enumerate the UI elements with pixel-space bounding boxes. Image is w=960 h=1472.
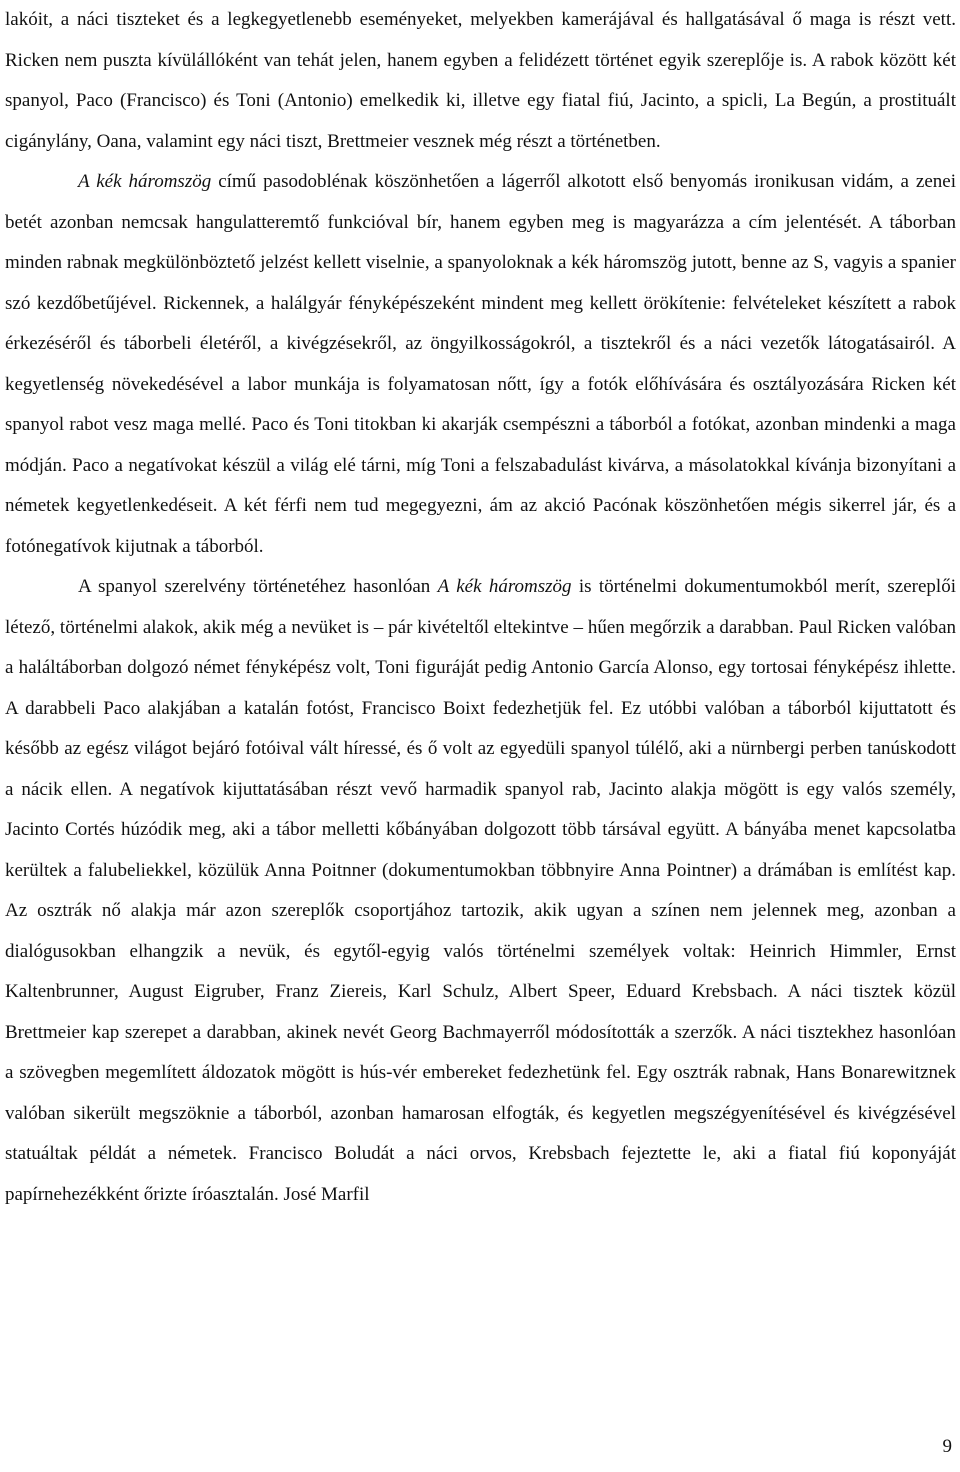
paragraph-3-title: A kék háromszög — [437, 576, 572, 597]
paragraph-2-title: A kék háromszög — [78, 171, 212, 192]
paragraph-3-text-rest: is történelmi dokumentumokból merít, szereplői létező, történelmi alakok, akik még a nevüket is – pár kivételtől eltekintve – hűen megőrzik a darabban. Paul Ricken valóban a haláltáborban dolgozó német fényképész volt, Toni figuráját pedig Antonio García Alonso, egy tortosai fényképész ihlette. A darabbeli Paco alakjában a katalán fotóst, Francisco Boixt fedezhetjük fel. Ez utóbbi valóban a táborból kijuttatott és később az egész világot bejáró fotóival vált híressé, és ő volt az egyedüli spanyol túlélő, aki a nürnbergi perben tanúskodott a nácik ellen. A negatívok kijuttatásában részt vevő harmadik spanyol rab, Jacinto alakja mögött is egy valós személy, Jacinto Cortés húzódik meg, aki a tábor melletti kőbányában dolgozott több társával együtt. A bányába menet kapcsolatba kerültek a falubeliekkel, közülük Anna Poitnner (dokumentumokban többnyire Anna Pointner) a drámában is említést kap. Az osztrák nő alakja már azon szereplők csoportjához tartozik, akik ugyan a színen nem jelennek meg, azonban a dialógusokban elhangzik a nevük, és egytől-egyig valós történelmi személyek voltak: Heinrich Himmler, Ernst Kaltenbrunner, August Eigruber, Franz Ziereis, Karl Schulz, Albert Speer, Eduard Krebsbach. A náci tisztek közül Brettmeier kap szerepet a darabban, akinek nevét Georg Bachmayerről módosították a szerzők. A náci tisztekhez hasonlóan a szövegben megemlített áldozatok mögött is hús-vér embereket fedezhetünk fel. Egy osztrák rabnak, Hans Bonarewitznek valóban sikerült megszöknie a táborból, azonban hamarosan elfogták, és kegyetlen megszégyenítésével és kivégzésével statuáltak példát a németek. Francisco Boludát a náci orvos, Krebsbach fejeztette le, aki a fiatal fiú koponyáját papírnehezékként őrizte íróasztalán. José Marfil — [5, 576, 956, 1205]
page-number: 9 — [942, 1436, 952, 1457]
paragraph-2 — [5, 162, 956, 567]
paragraph-3 — [5, 567, 956, 1215]
document-body — [5, 0, 956, 1215]
paragraph-2-text: című pasodoblénak köszönhetően a lágerről alkotott első benyomás ironikusan vidám, a zenei betét azonban nemcsak hangulatteremtő funkcióval bír, hanem egyben meg is magyarázza a cím jelentését. A táborban minden rabnak megkülönböztető jelzést kellett viselnie, a spanyoloknak a kék háromszög jutott, benne az S, vagyis a spanier szó kezdőbetűjével. Rickennek, a halálgyár fényképészeként mindent meg kellett örökítenie: felvételeket készített a rabok érkezéséről és táborbeli életéről, a kivégzésekről, az öngyilkosságokról, a tisztekről és a náci vezetők látogatásairól. A kegyetlenség növekedésével a labor munkája is folyamatosan nőtt, így a fotók előhívására és osztályozására Ricken két spanyol rabot vesz maga mellé. Paco és Toni titokban ki akarják csempészni a táborból a fotókat, azonban mindenki a maga módján. Paco a negatívokat készül a világ elé tárni, míg Toni a felszabadulást kivárva, a másolatokkal kívánja bizonyítani a németek kegyetlenkedéseit. A két férfi nem tud megegyezni, ám az akció Pacónak köszönhetően mégis sikerrel jár, és a fotónegatívok kijutnak a táborból. — [5, 171, 957, 557]
paragraph-1-text: lakóit, a náci tiszteket és a legkegyetlenebb eseményeket, melyekben kamerájával és hallgatásával ő maga is részt vett. Ricken nem puszta kívülállóként van tehát jelen, hanem egyben a felidézett történet egyik szereplője is. A rabok között két spanyol, Paco (Francisco) és Toni (Antonio) emelkedik ki, illetve egy fiatal fiú, Jacinto, a spicli, La Begún, a prostituált cigánylány, Oana, valamint egy náci tiszt, Brettmeier vesznek még részt a történetben. — [5, 9, 956, 152]
paragraph-1 — [5, 0, 956, 162]
paragraph-3-text-start: A spanyol szerelvény történetéhez hasonlóan — [78, 576, 438, 597]
